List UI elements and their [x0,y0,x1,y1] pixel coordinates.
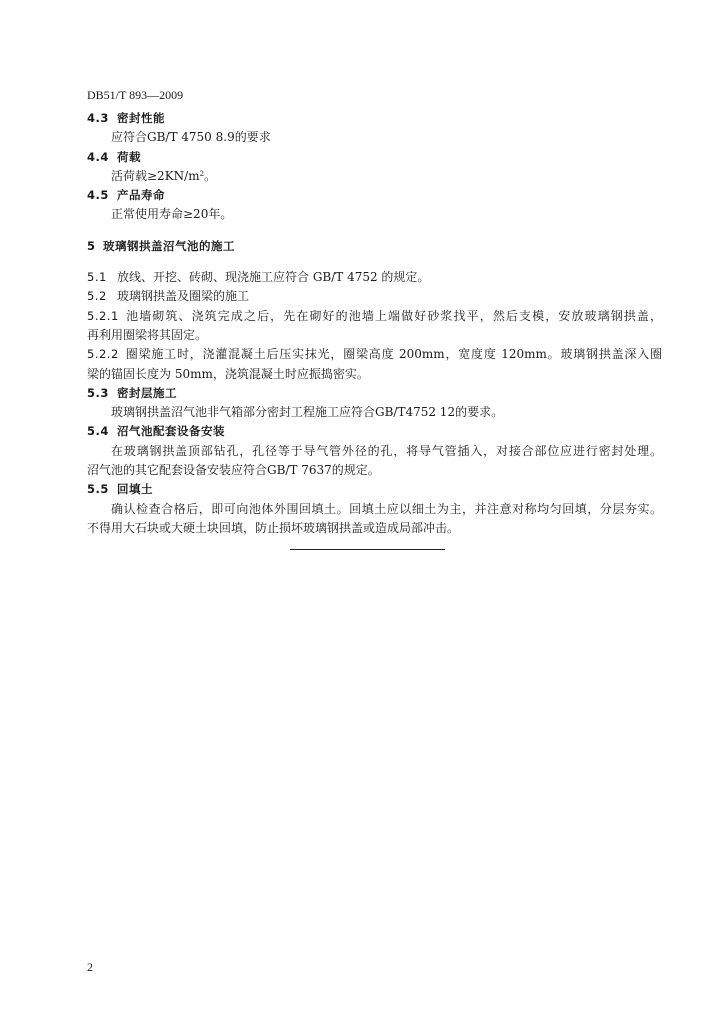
section-number: 5.1 [87,270,107,285]
document-body [87,109,662,538]
superscript-exponent: 2 [199,169,205,178]
section-4-4-body [87,167,662,186]
spacer [87,256,662,268]
section-title: 荷载 [117,149,141,164]
section-title: 回填土 [117,482,153,497]
spacer [87,225,662,237]
section-5-2-1-line2: 再利用圈梁将其固定。 [87,327,208,342]
section-5-4-line2: 沼气池的其它配套设备安装应符合GB/T 7637的规定。 [87,463,380,478]
chapter-5-heading [87,237,662,256]
section-number: 4.3 [87,111,109,125]
section-4-5-body: 正常使用寿命≥20年。 [111,207,233,222]
section-text: 放线、开挖、砖砌、现浇施工应符合 GB/T 4752 的规定。 [117,270,430,285]
section-5-5-line2: 不得用大石块或大硬土块回填，防止损坏玻璃钢拱盖或造成局部冲击。 [87,520,460,535]
section-number: 5.2.1 [87,308,119,323]
section-5-5-heading [87,480,662,499]
section-text: 圈梁施工时，浇灌混凝土后压实抹光，圈梁高度 200mm，宽度度 120mm。玻璃钢拱盖深入圈 [125,347,662,362]
section-5-3-heading [87,384,662,403]
section-5-1 [87,268,662,287]
chapter-title: 玻璃钢拱盖沼气池的施工 [103,238,235,253]
section-5-2-2-line1 [87,345,662,364]
section-title: 沼气池配套设备安装 [117,424,225,439]
chapter-number: 5 [87,238,96,253]
section-title: 玻璃钢拱盖及圈梁的施工 [117,289,250,304]
section-4-5-heading [87,186,662,205]
section-text: 池墙砌筑、浇筑完成之后，先在砌好的池墙上端做好砂浆找平，然后支模，安放玻璃钢拱盖， [125,308,662,323]
section-5-4-heading [87,422,662,441]
section-number: 4.5 [87,188,109,203]
section-5-3-body: 玻璃钢拱盖沼气池非气箱部分密封工程施工应符合GB/T4752 12的要求。 [111,405,504,420]
standard-code: DB51/T 893—2009 [87,88,184,102]
section-4-3-body: 应符合GB/T 4750 8.9的要求 [111,130,271,145]
section-5-4-line1: 在玻璃钢拱盖顶部钻孔，孔径等于导气管外径的孔，将导气管插入，对接合部位应进行密封处理。 [111,443,662,458]
section-title: 密封性能 [117,111,165,125]
section-number: 5.5 [87,482,109,497]
section-number: 5.2.2 [87,347,119,362]
section-title: 密封层施工 [117,385,177,400]
page-number: 2 [87,960,93,974]
section-5-5-line1: 确认检查合格后，即可向池体外围回填土。回填土应以细土为主，并注意对称均匀回填，分层夯实。 [111,501,662,516]
section-number: 5.2 [87,289,107,304]
section-5-2-heading [87,287,662,306]
section-number: 4.4 [87,149,109,164]
end-of-document-rule [290,549,445,550]
section-number: 5.3 [87,385,109,400]
section-4-4-heading [87,148,662,167]
period: 。 [204,168,217,183]
section-number: 5.4 [87,424,109,439]
section-5-2-2-line2: 梁的锚固长度为 50mm，浇筑混凝土时应振捣密实。 [87,366,369,381]
live-load-text: 活荷载≥2KN/m [111,168,200,183]
section-4-3-heading [87,109,662,128]
section-5-2-1-line1 [87,307,662,326]
section-title: 产品寿命 [117,188,165,203]
